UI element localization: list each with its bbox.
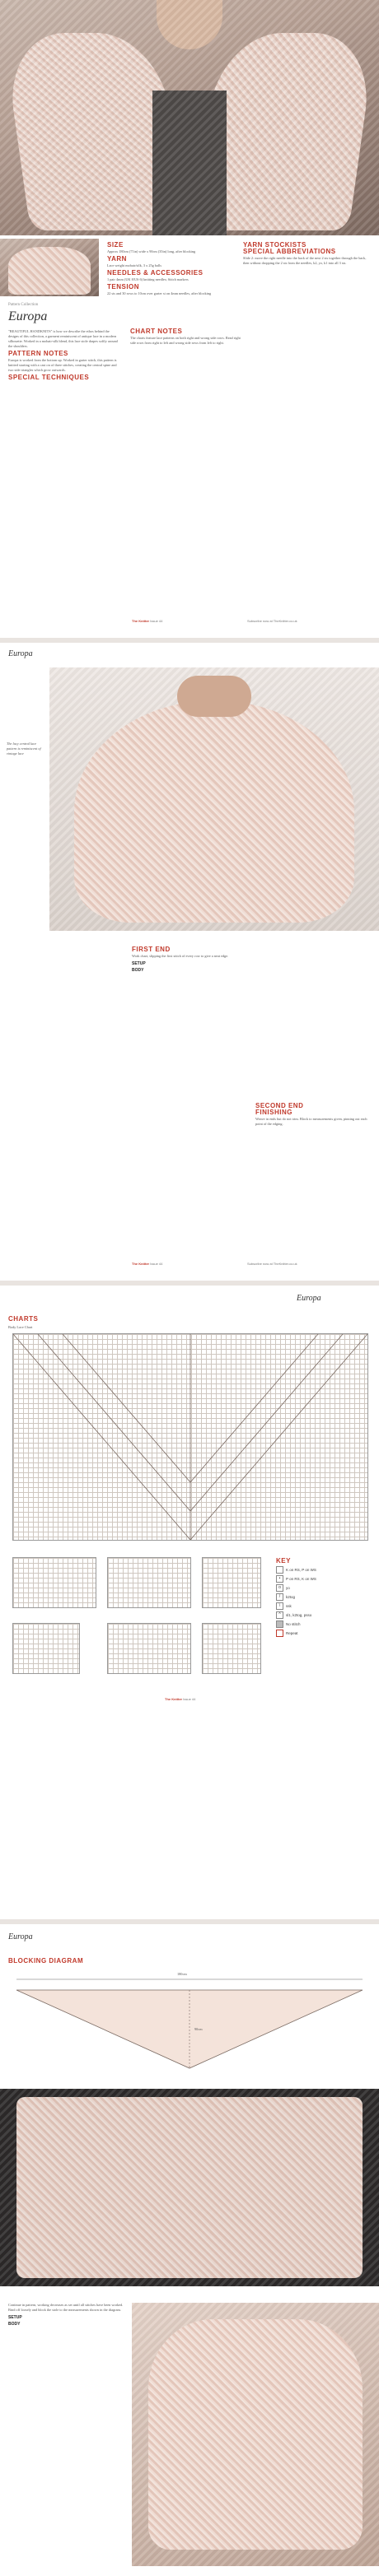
page2-footer-credit <box>132 1262 162 1266</box>
width-label: 180cm <box>177 1972 187 1976</box>
small-chart-garter <box>202 1623 261 1674</box>
page2-footer-site: Subscribe now at TheKnitter.co.uk <box>247 1262 297 1266</box>
yarn-heading: YARN <box>107 255 127 263</box>
second-end-heading: SECOND END <box>255 1102 304 1109</box>
small-chart-repeat <box>107 1623 191 1674</box>
charts-heading: CHARTS <box>8 1315 39 1323</box>
hero-photo <box>0 0 379 235</box>
tension-heading: TENSION <box>107 283 140 291</box>
page-1 <box>0 0 379 638</box>
key-swatch-purl: • <box>276 1575 283 1583</box>
page3-footer-credit <box>165 1697 195 1701</box>
key-swatch-repeat <box>276 1630 283 1637</box>
pattern-tag: Pattern Collection <box>8 303 39 307</box>
notes-text: Europa is worked from the bottom up. Worked in garter stitch, this pattern is knitted starting with a cast on of three stitches, creating the central spine and two side triangles which grow outwards. <box>8 358 117 372</box>
page1-footer-site: Subscribe now at TheKnitter.co.uk <box>247 619 297 623</box>
page-4 <box>0 1924 379 2576</box>
stockist-heading: YARN STOCKISTS <box>243 241 306 249</box>
first-end-column <box>132 947 247 974</box>
key-swatch-nostitch <box>276 1620 283 1628</box>
credit: The Knitter <box>132 619 150 623</box>
chart-notes-heading: CHART NOTES <box>130 328 183 335</box>
credit: The Knitter <box>132 1262 150 1266</box>
tension-text: 22 sts and 30 rows to 10cm over garter st on 4mm needles, after blocking <box>107 291 212 295</box>
key-item <box>276 1584 371 1592</box>
key-label: K on RS, P on WS <box>286 1568 316 1572</box>
page4-setup-heading: SETUP <box>8 2315 22 2320</box>
page-3 <box>0 1286 379 1919</box>
finishing-text: Weave in ends but do not trim. Block to measurements given, pinning out each point of the edging. <box>255 1117 367 1126</box>
small-chart-right-edge <box>107 1557 191 1608</box>
credit-issue: Issue 44 <box>150 1262 163 1266</box>
page4-text-column <box>8 2303 124 2327</box>
stockists-column <box>243 243 371 268</box>
key-heading: KEY <box>276 1557 291 1565</box>
needles-heading: NEEDLES & ACCESSORIES <box>107 269 204 277</box>
small-chart-centre <box>202 1557 261 1608</box>
yarn-text: Lace weight mohair/silk, 3 x 25g balls <box>107 263 161 267</box>
pattern-title: Europa <box>8 309 48 323</box>
key-label: P on RS, K on WS <box>286 1577 316 1581</box>
key-swatch-knit <box>276 1566 283 1574</box>
size-text: Approx 180cm (71in) wide x 90cm (35in) long, after blocking <box>107 249 196 253</box>
key-label: yo <box>286 1586 290 1590</box>
first-end-text: Work chart, slipping the first stitch of every row to give a neat edge. <box>132 954 229 958</box>
finishing-heading: FINISHING <box>255 1109 292 1116</box>
size-yarn-column <box>107 243 231 299</box>
key-label: Repeat <box>286 1631 298 1635</box>
key-label: No stitch <box>286 1622 301 1626</box>
key-item <box>276 1620 371 1628</box>
page4-title: Europa <box>8 1932 33 1941</box>
small-chart-left-edge <box>12 1557 96 1608</box>
size-heading: SIZE <box>107 241 124 249</box>
shawl-back-lace <box>74 700 354 923</box>
credit-issue: Issue 44 <box>150 619 163 623</box>
key-swatch-k2tog: / <box>276 1593 283 1601</box>
blocking-diagram <box>8 1969 371 2076</box>
page4-body-heading: BODY <box>8 2322 21 2327</box>
page2-title: Europa <box>8 649 33 658</box>
shawl-drape-lace <box>148 2319 363 2550</box>
chart-notes-column <box>130 329 241 348</box>
page1-footer-credit <box>132 619 162 623</box>
chart-notes-text: The charts feature lace patterns on both right and wrong side rows. Read right side rows from right to left and wrong side rows from left to right. <box>130 336 241 345</box>
page-2 <box>0 643 379 1281</box>
key-item <box>276 1630 371 1637</box>
first-end-heading: FIRST END <box>132 946 171 953</box>
chart-key <box>276 1557 371 1639</box>
diagram-heading: BLOCKING DIAGRAM <box>8 1957 84 1965</box>
credit-issue: Issue 44 <box>183 1697 196 1701</box>
key-item <box>276 1575 371 1583</box>
credit: The Knitter <box>165 1697 183 1701</box>
page4-body-text: Continue in pattern, working decreases as set until all stitches have been worked. Bind off loosely and block the stole to the measurements shown in the diagram. <box>8 2303 124 2312</box>
lace-detail <box>16 2097 363 2278</box>
special-heading: SPECIAL ABBREVIATIONS <box>243 248 336 255</box>
second-end-column <box>255 1104 371 1129</box>
needles-text: 1 pair 4mm (UK 8/US 6) knitting needles; Stitch markers <box>107 277 189 281</box>
depth-label: 90cm <box>194 2027 203 2031</box>
shawl-lace-left <box>2 33 187 230</box>
techniques-heading: SPECIAL TECHNIQUES <box>8 374 90 381</box>
key-item <box>276 1593 371 1601</box>
key-swatch-yo: o <box>276 1584 283 1592</box>
photo-caption: The lacy central lace pattern is reminiscent of vintage lace <box>7 742 41 756</box>
setup-heading: SETUP <box>132 961 146 966</box>
notes-heading: PATTERN NOTES <box>8 350 68 357</box>
notes-column <box>8 329 119 382</box>
chart-label: Body Lace Chart <box>8 1325 33 1329</box>
body-heading: BODY <box>132 968 144 973</box>
page3-title: Europa <box>297 1294 321 1303</box>
key-item <box>276 1602 371 1610</box>
shawl-lace-right <box>192 33 377 230</box>
key-label: k2tog <box>286 1595 296 1599</box>
key-label: sl1, k2tog, psso <box>286 1613 312 1617</box>
key-swatch-ssk: \ <box>276 1602 283 1610</box>
key-swatch-cdd: ^ <box>276 1611 283 1619</box>
key-item <box>276 1611 371 1619</box>
body-lace-chart <box>12 1333 368 1541</box>
key-item <box>276 1566 371 1574</box>
thumb-lace <box>8 247 91 295</box>
small-chart-lower-edge <box>12 1623 80 1674</box>
key-label: ssk <box>286 1604 292 1608</box>
special-text: Slide 2: move the right needle into the back of the next 2 sts together through the back, then without dropping the 2 sts from the needles, k2, yo, k1 into all 3 sts. <box>243 256 367 265</box>
intro-text: "BEAUTIFUL HANDKNITS" is how we describe the ethos behind the designs of this collection, a garment reminiscent of antique lace in a modern silhouette. Worked in a mohair-silk blend, this lace stole drapes softly around the shoulders. <box>8 329 118 348</box>
